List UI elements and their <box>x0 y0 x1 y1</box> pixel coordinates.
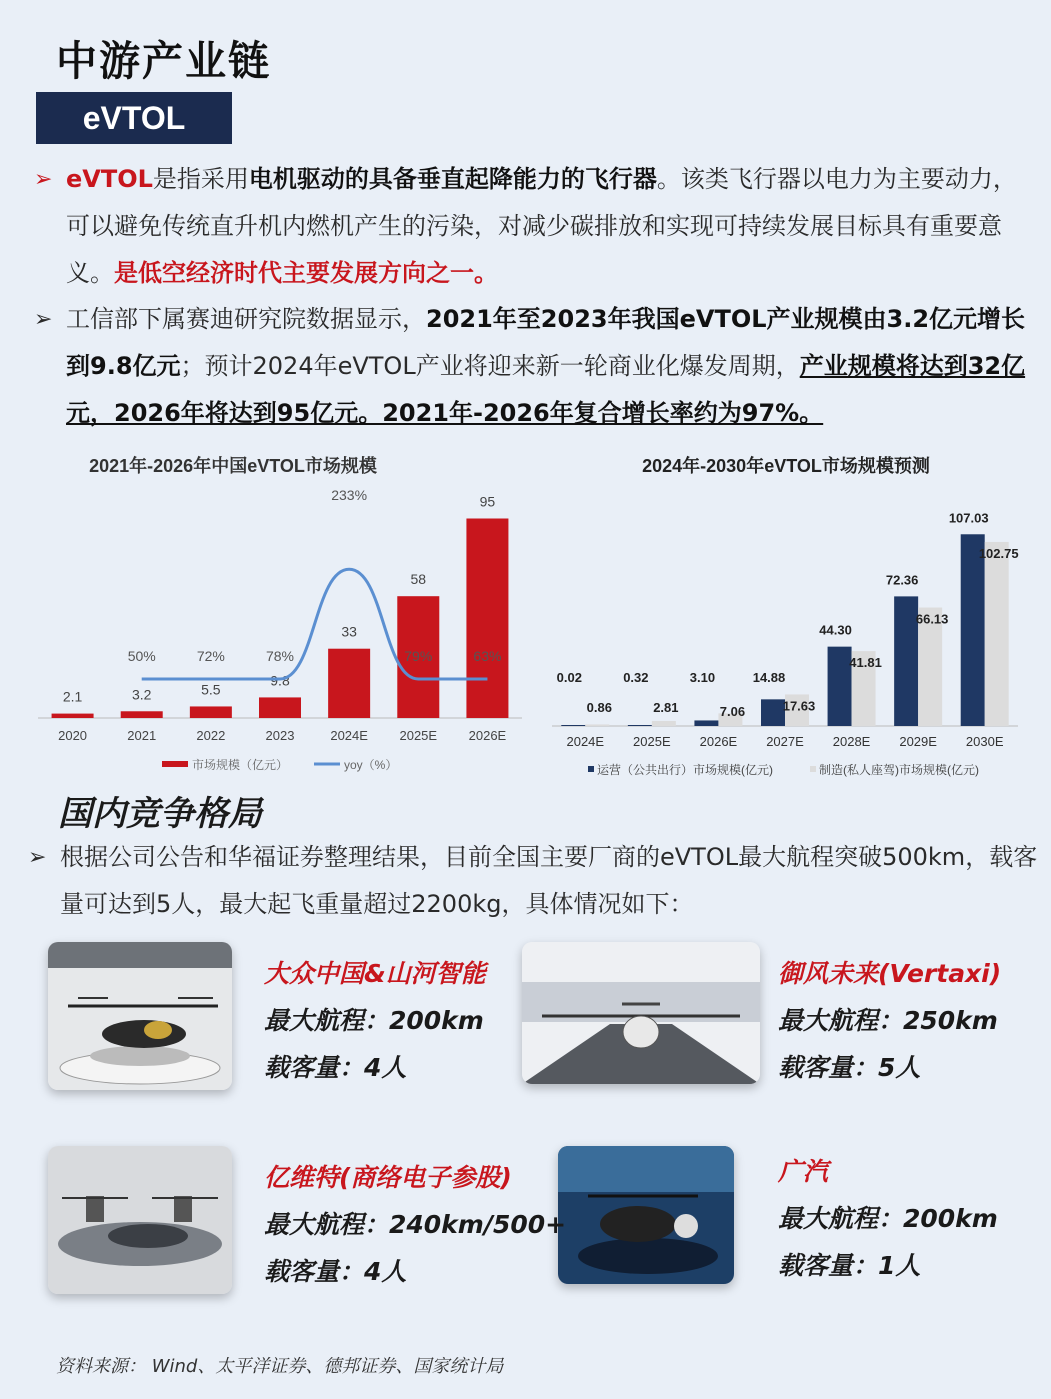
max-range: 最大航程：200km <box>264 1006 484 1035</box>
x-tick-label: 2022 <box>196 728 226 743</box>
legend-label: 运营（公共出行）市场规模(亿元) <box>597 763 773 777</box>
operation-value-label: 72.36 <box>885 572 919 588</box>
yoy-label: 233% <box>331 487 368 503</box>
bullet-arrow-icon: ➢ <box>34 167 53 192</box>
bullet-arrow-icon: ➢ <box>28 845 47 870</box>
text: ；预计2024年eVTOL产业将迎来新一轮商业化爆发周期， <box>180 352 800 380</box>
manufacturing-value-label: 41.81 <box>849 655 882 671</box>
passenger-capacity: 载客量：5人 <box>778 1053 921 1082</box>
yoy-label: 79% <box>404 648 433 664</box>
x-tick-label: 2024E <box>330 728 368 743</box>
aircraft-photo-icon <box>48 1146 232 1294</box>
yoy-label: 78% <box>265 648 295 664</box>
text: 工信部下属赛迪研究院数据显示， <box>66 305 426 333</box>
vertaxi-aircraft-image <box>522 942 760 1084</box>
x-tick-label: 2021 <box>127 728 157 743</box>
text: 根据公司公告和华福证券整理结果，目前全国主要厂商的eVTOL最大航程突破500km，载客量可达到5人，最大起飞重量超过2200kg，具体情况如下： <box>60 843 1038 918</box>
yoy-label: 50% <box>127 648 156 664</box>
legend-label: yoy（%） <box>344 758 398 772</box>
bar-value-label: 58 <box>410 571 427 588</box>
forecast-underlined: 产业规模将达到32亿元，2026年将达到95亿元。2021年-2026年复合增长率约为97%。 <box>66 352 1026 427</box>
vw-aircraft-image <box>48 942 232 1090</box>
page-title: 中游产业链 <box>56 37 271 85</box>
x-tick-label: 2029E <box>899 734 937 749</box>
bar <box>190 706 232 718</box>
bar-value-label: 2.1 <box>62 688 83 705</box>
passenger-capacity: 载客量：4人 <box>264 1053 407 1082</box>
x-tick-label: 2026E <box>468 728 507 743</box>
intro-paragraph-2 <box>34 296 1034 437</box>
text: 。该类飞行器以电力为主要动力，可以避免传统直升机内燃机产生的污染，对减少碳排放和实现可持续发展目标具有重要意义。 <box>66 165 1017 287</box>
x-tick-label: 2020 <box>58 728 88 743</box>
manufacturer-name: 大众中国&山河智能 <box>264 959 486 988</box>
x-tick-label: 2026E <box>699 734 738 749</box>
manufacturing-value-label: 7.06 <box>719 704 746 719</box>
market-size-chart <box>28 444 538 784</box>
chart-title: 2024年-2030年eVTOL市场规模预测 <box>642 456 930 476</box>
operation-value-label: 14.88 <box>752 670 786 685</box>
bar-manufacturing <box>985 542 1009 726</box>
manufacturer-name: 广汽 <box>778 1157 829 1186</box>
operation-value-label: 107.03 <box>948 510 989 526</box>
bullet-arrow-icon: ➢ <box>34 307 53 332</box>
manufacturer-name: 御风未来(Vertaxi) <box>778 959 1002 988</box>
bar-manufacturing <box>585 724 609 726</box>
card-vw <box>264 950 486 1091</box>
legend-label: 制造(私人座驾)市场规模(亿元) <box>819 763 979 777</box>
legend-swatch-manufacturing <box>810 766 816 772</box>
manufacturing-value-label: 17.63 <box>782 698 816 714</box>
definition-bold: 电机驱动的具备垂直起降能力的飞行器 <box>248 165 657 193</box>
bar <box>52 714 94 718</box>
card-aerofugia <box>264 1154 566 1295</box>
x-tick-label: 2023 <box>265 728 295 743</box>
text: 是指采用 <box>152 165 249 193</box>
bar-operation <box>561 725 585 726</box>
manufacturing-value-label: 102.75 <box>978 545 1019 561</box>
manufacturing-value-label: 2.81 <box>653 700 679 715</box>
legend-swatch-operation <box>588 766 594 772</box>
passenger-capacity: 载客量：4人 <box>264 1257 407 1286</box>
bar <box>259 697 301 718</box>
bar <box>466 519 508 719</box>
competition-intro <box>28 834 1040 928</box>
bar-value-label: 9.8 <box>270 672 290 689</box>
max-range: 最大航程：200km <box>778 1204 998 1233</box>
bar-operation <box>761 699 785 726</box>
bar-operation <box>628 725 652 726</box>
manufacturing-value-label: 66.13 <box>915 611 949 627</box>
bar <box>328 649 370 718</box>
bar-value-label: 33 <box>341 623 357 640</box>
market-forecast-chart <box>540 444 1040 784</box>
aircraft-photo-icon <box>558 1146 734 1284</box>
aircraft-photo-icon <box>522 942 760 1084</box>
bar-value-label: 5.5 <box>201 681 221 698</box>
aerofugia-aircraft-image <box>48 1146 232 1294</box>
direction-highlight: 是低空经济时代主要发展方向之一。 <box>114 259 498 287</box>
operation-value-label: 0.02 <box>556 670 582 685</box>
card-vertaxi <box>778 950 1001 1091</box>
x-tick-label: 2025E <box>399 728 438 743</box>
gac-aircraft-image <box>558 1146 734 1284</box>
manufacturer-name: 亿维特(商络电子参股) <box>264 1163 512 1192</box>
bar-manufacturing <box>652 721 676 726</box>
source-note: 资料来源： Wind、太平洋证券、德邦证券、国家统计局 <box>56 1356 504 1377</box>
passenger-capacity: 载客量：1人 <box>778 1251 921 1280</box>
bar <box>121 711 163 718</box>
max-range: 最大航程：250km <box>778 1006 998 1035</box>
operation-value-label: 44.30 <box>819 622 852 638</box>
bar-operation <box>961 534 985 726</box>
operation-value-label: 0.32 <box>623 670 649 685</box>
x-tick-label: 2024E <box>566 734 605 749</box>
bar-operation <box>694 720 718 726</box>
x-tick-label: 2030E <box>965 734 1004 749</box>
bar-operation <box>894 596 918 726</box>
x-tick-label: 2027E <box>766 734 804 749</box>
growth-bold: 2021年至2023年我国eVTOL产业规模由3.2亿元增长到9.8亿元 <box>66 305 1026 380</box>
operation-value-label: 3.10 <box>689 670 716 685</box>
competition-title: 国内竞争格局 <box>58 794 262 834</box>
bar-operation <box>828 647 852 726</box>
max-range: 最大航程：240km/500+ <box>264 1210 567 1239</box>
yoy-label: 72% <box>196 648 225 664</box>
x-tick-label: 2028E <box>832 734 871 749</box>
legend-label: 市场规模（亿元） <box>192 758 289 772</box>
evtol-term: eVTOL <box>66 165 153 193</box>
bar-value-label: 3.2 <box>131 686 152 703</box>
aircraft-photo-icon <box>48 942 232 1090</box>
card-gac <box>778 1148 998 1289</box>
bar-value-label: 95 <box>479 493 496 510</box>
chart-title: 2021年-2026年中国eVTOL市场规模 <box>89 456 377 476</box>
manufacturing-value-label: 0.86 <box>586 700 612 715</box>
yoy-label: 63% <box>473 648 502 664</box>
section-tag: eVTOL <box>36 92 232 144</box>
x-tick-label: 2025E <box>633 734 671 749</box>
legend-swatch-bar <box>162 761 188 767</box>
intro-paragraph-1 <box>34 156 1034 297</box>
